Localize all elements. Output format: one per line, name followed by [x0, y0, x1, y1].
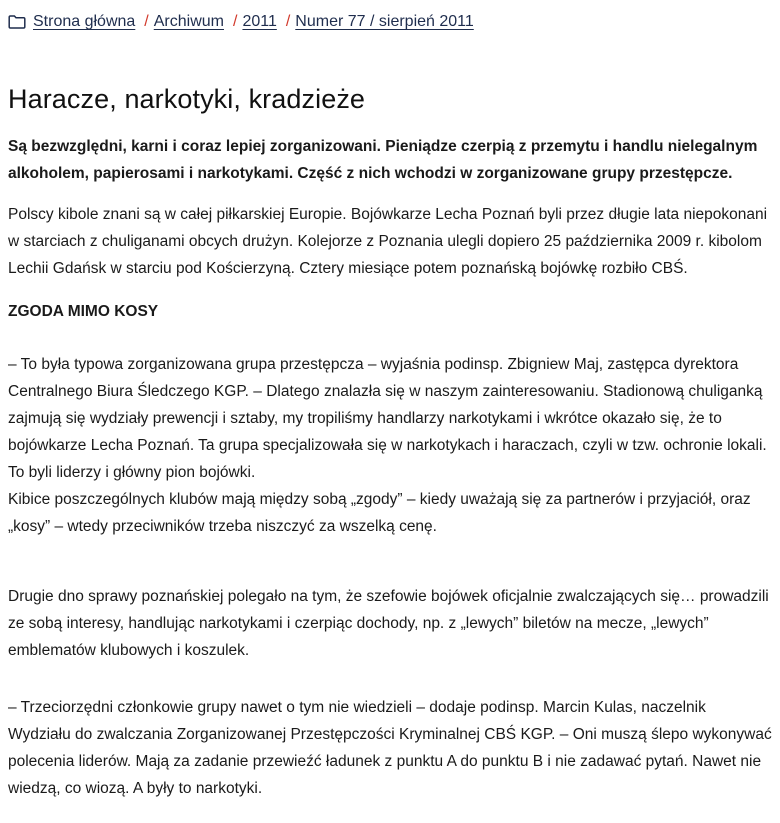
article-title: Haracze, narkotyki, kradzieże — [8, 84, 366, 114]
article-subheading: ZGODA MIMO KOSY — [8, 303, 159, 320]
breadcrumb-home[interactable]: Strona główna — [33, 13, 136, 30]
breadcrumb-issue[interactable]: Numer 77 / sierpień 2011 — [295, 13, 474, 30]
breadcrumb-separator: / — [144, 13, 149, 30]
article-paragraph: Kibice poszczególnych klubów mają między sobą „zgody” – kiedy uważają się za partnerów i przyjaciół, oraz „kosy” – wtedy przeciwników trzeba niszczyć za wszelką cenę. — [8, 491, 751, 535]
breadcrumb-year[interactable]: 2011 — [242, 13, 277, 30]
breadcrumb-separator: / — [232, 13, 238, 30]
spacer — [8, 680, 772, 694]
article-paragraph: Polscy kibole znani są w całej piłkarskiej Europie. Bojówkarze Lecha Poznań byli przez długie lata niepokonani w starciach z chuliganami obcych drużyn. Kolejorze z Poznania ulegli dopiero 25 października 2009 r. kibolom Lechii Gdańsk w starciu pod Kościerzyną. Cztery miesiące potem poznańską bojówkę rozbiło CBŚ. — [8, 206, 768, 277]
breadcrumb — [8, 0, 772, 44]
article-paragraph: – Trzeciorzędni członkowie grupy nawet o tym nie wiedzieli – dodaje podinsp. Marcin Kulas, naczelnik Wydziału do zwalczania Zorganizowanej Przestępczości Kryminalnej CBŚ KGP. – Oni muszą ślepo wykonywać polecenia liderów. Mają za zadanie przewieźć ładunek z punktu A do punktu B i nie zadawać pytań. Nawet nie wiedzą, co wiozą. A były to narkotyki. — [8, 699, 772, 797]
spacer — [8, 556, 772, 583]
article-lead: Są bezwzględni, karni i coraz lepiej zorganizowani. Pieniądze czerpią z przemytu i handlu nielegalnym alkoholem, papierosami i narkotykami. Część z nich wchodzi w zorganizowane grupy przestępcze. — [8, 138, 758, 182]
article-paragraph: Drugie dno sprawy poznańskiej polegało na tym, że szefowie bojówek oficjalnie zwalczających się… prowadzili ze sobą interesy, handlując narkotykami i czerpiąc dochody, np. z „lewych” biletów na mecze, „lewych” emblematów klubowych i koszulek. — [8, 588, 769, 659]
folder-icon — [8, 15, 26, 29]
breadcrumb-separator: / — [285, 13, 291, 30]
article-paragraph: – To była typowa zorganizowana grupa przestępcza – wyjaśnia podinsp. Zbigniew Maj, zastępca dyrektora Centralnego Biura Śledczego KGP. – Dlatego znalazła się w naszym zainteresowaniu. Stadionową chuliganką zajmują się wydziały prewencji i sztaby, my tropiliśmy handlarzy narkotykami i wkrótce okazało się, że to bojówkarze Lecha Poznań. Ta grupa specjalizowała się w narkotykach i haraczach, czyli w tzw. ochronie lokali. To byli liderzy i główny pion bojówki. — [8, 356, 767, 481]
breadcrumb-archive[interactable]: Archiwum — [153, 13, 224, 30]
